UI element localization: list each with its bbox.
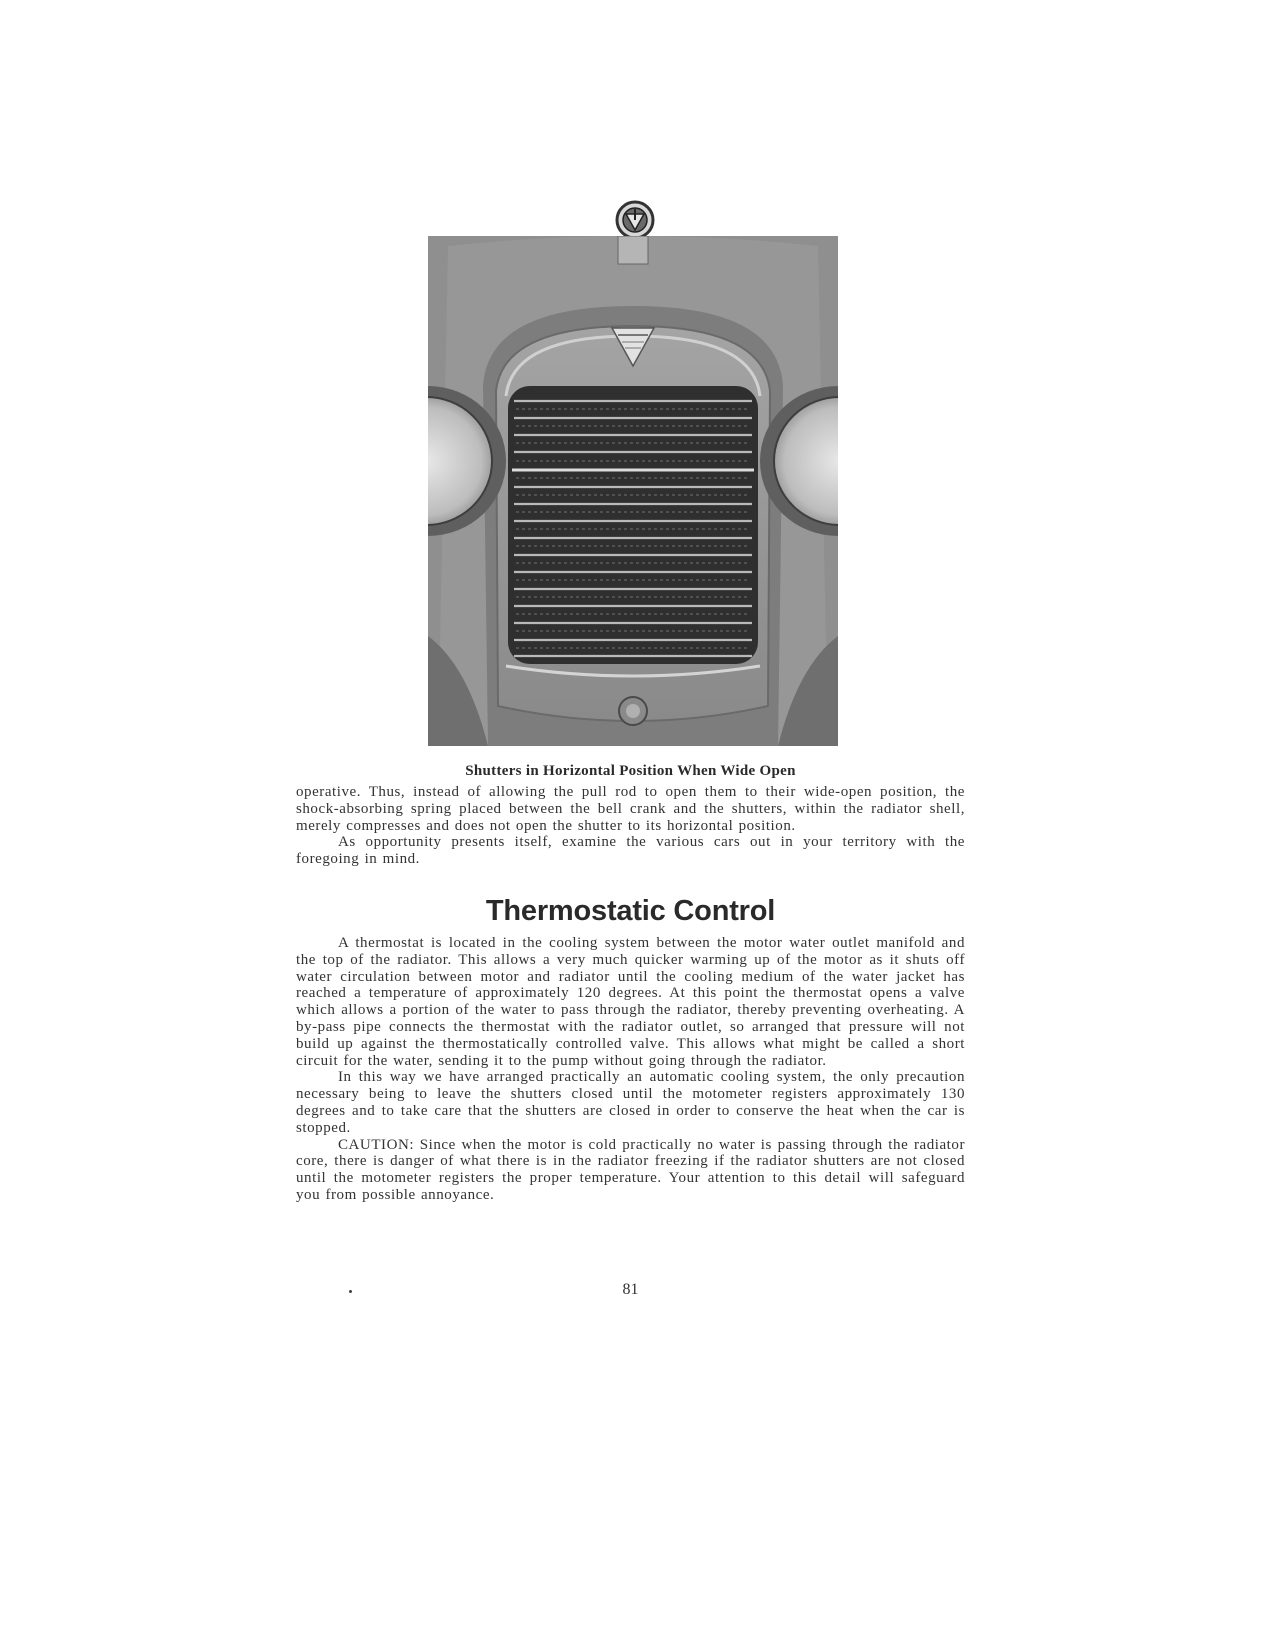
section-body [296,935,965,1204]
page-number: 81 [622,1281,639,1298]
paragraph: CAUTION: Since when the motor is cold practically no water is passing through the radiator core, there is danger of what there is in the radiator freezing if the radiator shutters are not closed until the motometer registers the proper temperature. Your attention to this detail will safeguard you from possible annoyance. [296,1136,965,1203]
continued-text [296,784,965,868]
radiator-photo [428,236,838,746]
paragraph: As opportunity presents itself, examine the various cars out in your territory with the foregoing in mind. [296,834,965,868]
figure-caption: Shutters in Horizontal Position When Wide Open [465,763,796,779]
section-heading: Thermostatic Control [485,895,776,927]
paragraph: operative. Thus, instead of allowing the pull rod to open them to their wide-open position, the shock-absorbing spring placed between the bell crank and the shutters, within the radiator shell, merely compresses and does not open the shutter to its horizontal position. [296,784,965,834]
paragraph: A thermostat is located in the cooling system between the motor water outlet manifold and the top of the radiator. This allows a very much quicker warming up of the motor as it shuts off water circulation between motor and radiator until the cooling medium of the water jacket has reached a temperature of approximately 120 degrees. At this point the thermostat opens a valve which allows a portion of the water to pass through the radiator, thereby preventing overheating. A by-pass pipe connects the thermostat with the radiator outlet, so arranged that pressure will not build up against the thermostatically controlled valve. This allows what might be called a short circuit for the water, sending it to the pump without going through the radiator. [296,935,965,1069]
radiator-figure [428,200,838,746]
paragraph: In this way we have arranged practically an automatic cooling system, the only precaution necessary being to leave the shutters closed until the motometer registers approximately 130 degrees and to take care that the shutters are closed in order to conserve the heat when the car is stopped. [296,1069,965,1136]
